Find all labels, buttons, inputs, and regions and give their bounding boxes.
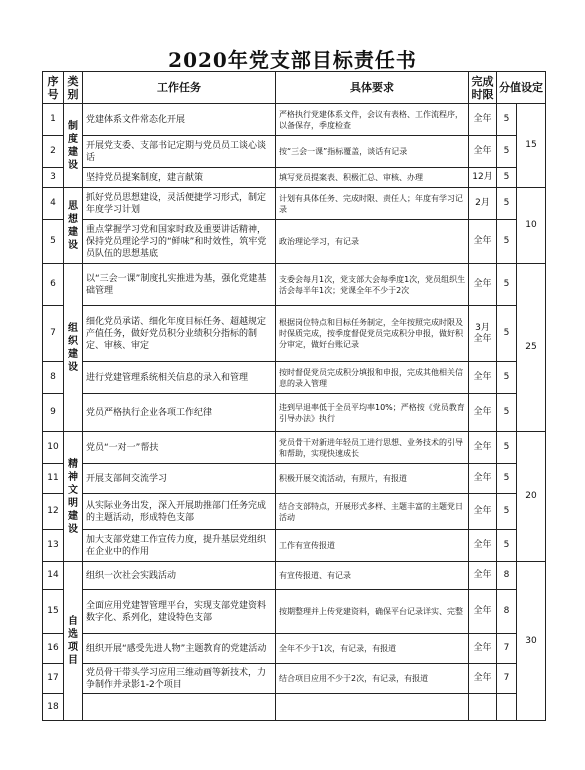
requirement-cell: 结合支部特点，开展形式多样、主题丰富的主题党日活动 <box>276 494 469 530</box>
requirement-cell: 按“三会一课”指标覆盖，谈话有记录 <box>276 136 469 168</box>
task-cell: 开展党支委、支部书记定期与党员员工谈心谈话 <box>83 136 276 168</box>
deadline-cell: 3月 全年 <box>469 306 497 362</box>
table-row <box>43 188 546 220</box>
category-cell: 制度建设 <box>64 104 83 188</box>
row-number: 16 <box>43 634 64 664</box>
category-total-cell: 15 <box>517 104 546 188</box>
deadline-cell: 全年 <box>469 530 497 562</box>
row-number: 15 <box>43 590 64 634</box>
table-row <box>43 432 546 464</box>
responsibility-table <box>42 71 546 721</box>
requirement-cell: 党员骨干对新进年轻员工进行思想、业务技术的引导和帮助，实现快速成长 <box>276 432 469 464</box>
table-row <box>43 220 546 264</box>
table-row <box>43 634 546 664</box>
deadline-cell <box>469 694 497 721</box>
header-score: 分值设定 <box>497 72 546 104</box>
score-cell: 5 <box>497 168 517 188</box>
table-row <box>43 362 546 394</box>
task-cell: 坚持党员提案制度，建言献策 <box>83 168 276 188</box>
requirement-cell: 违到早退率低于全员平均率10%；严格按《党员教育引导办法》执行 <box>276 394 469 432</box>
task-cell: 重点掌握学习党和国家时政及重要讲话精神，保持党员理论学习的“鲜味”和时效性，筑牢党员队伍的思想基底 <box>83 220 276 264</box>
category-cell: 组织建设 <box>64 264 83 432</box>
task-cell: 党员严格执行企业各项工作纪律 <box>83 394 276 432</box>
requirement-cell: 按时督促党员完成积分填报和申报，完成其他相关信息的录入管理 <box>276 362 469 394</box>
row-number: 1 <box>43 104 64 136</box>
task-cell: 加大支部党建工作宣传力度，提升基层党组织在企业中的作用 <box>83 530 276 562</box>
score-cell: 5 <box>497 188 517 220</box>
table-row <box>43 306 546 362</box>
deadline-cell: 全年 <box>469 664 497 694</box>
score-cell <box>497 694 517 721</box>
task-cell: 党员“一对一”帮扶 <box>83 432 276 464</box>
deadline-cell: 12月 <box>469 168 497 188</box>
requirement-cell: 根据岗位特点和目标任务制定，全年按照完成时限及时保质完成，按季度督促党员完成积分申报，做好积分审定，做好台账记录 <box>276 306 469 362</box>
table-row <box>43 136 546 168</box>
row-number: 8 <box>43 362 64 394</box>
table-row <box>43 264 546 306</box>
requirement-cell: 积极开展交流活动，有照片，有报道 <box>276 464 469 494</box>
deadline-cell: 全年 <box>469 264 497 306</box>
score-cell: 5 <box>497 136 517 168</box>
document-title: 2020年党支部目标责任书 <box>168 48 417 72</box>
header-task: 工作任务 <box>83 72 276 104</box>
task-cell: 抓好党员思想建设，灵活便捷学习形式，制定年度学习计划 <box>83 188 276 220</box>
header-requirement: 具体要求 <box>276 72 469 104</box>
deadline-cell: 全年 <box>469 494 497 530</box>
header-deadline: 完成时限 <box>469 72 497 104</box>
score-cell: 5 <box>497 432 517 464</box>
score-cell: 5 <box>497 362 517 394</box>
requirement-cell: 严格执行党建体系文件，会议有表格、工作流程序，以备保存，季度检查 <box>276 104 469 136</box>
deadline-cell: 全年 <box>469 136 497 168</box>
category-cell: 精神文明建设 <box>64 432 83 562</box>
deadline-cell: 全年 <box>469 362 497 394</box>
task-cell: 开展支部间交流学习 <box>83 464 276 494</box>
row-number: 7 <box>43 306 64 362</box>
row-number: 18 <box>43 694 64 721</box>
score-cell: 5 <box>497 220 517 264</box>
category-total-cell: 10 <box>517 188 546 264</box>
row-number: 11 <box>43 464 64 494</box>
score-cell: 8 <box>497 590 517 634</box>
score-cell: 5 <box>497 104 517 136</box>
score-cell: 5 <box>497 394 517 432</box>
table-row <box>43 168 546 188</box>
category-cell: 思想建设 <box>64 188 83 264</box>
row-number: 5 <box>43 220 64 264</box>
deadline-cell: 全年 <box>469 562 497 590</box>
requirement-cell: 政治理论学习，有记录 <box>276 220 469 264</box>
deadline-cell: 全年 <box>469 432 497 464</box>
category-cell: 自选项目 <box>64 562 83 721</box>
header-category: 类别 <box>64 72 83 104</box>
deadline-cell: 2月 <box>469 188 497 220</box>
score-cell: 5 <box>497 494 517 530</box>
task-cell: 全面应用党建智管理平台，实现支部党建资料数字化、系列化，建设特色支部 <box>83 590 276 634</box>
row-number: 6 <box>43 264 64 306</box>
row-number: 10 <box>43 432 64 464</box>
score-cell: 5 <box>497 464 517 494</box>
table-row <box>43 394 546 432</box>
row-number: 13 <box>43 530 64 562</box>
requirement-cell: 有宣传报道、有记录 <box>276 562 469 590</box>
task-cell: 进行党建管理系统相关信息的录入和管理 <box>83 362 276 394</box>
category-total-cell: 30 <box>517 562 546 721</box>
task-cell: 以“三会一课”制度扎实推进为基，强化党建基础管理 <box>83 264 276 306</box>
header-seq: 序号 <box>43 72 64 104</box>
score-cell: 7 <box>497 634 517 664</box>
requirement-cell: 按期整理并上传党建资料，确保平台记录详实、完整 <box>276 590 469 634</box>
score-cell: 5 <box>497 530 517 562</box>
deadline-cell: 全年 <box>469 104 497 136</box>
score-cell: 7 <box>497 664 517 694</box>
task-cell: 从实际业务出发，深入开展助推部门任务完成的主题活动，形成特色支部 <box>83 494 276 530</box>
row-number: 3 <box>43 168 64 188</box>
deadline-cell: 全年 <box>469 590 497 634</box>
requirement-cell: 填写党员提案表、积极汇总、审核、办理 <box>276 168 469 188</box>
task-cell: 组织开展“感受先进人物”主题教育的党建活动 <box>83 634 276 664</box>
score-cell: 5 <box>497 306 517 362</box>
table-row <box>43 530 546 562</box>
table-row <box>43 464 546 494</box>
task-cell: 党建体系文件常态化开展 <box>83 104 276 136</box>
requirement-cell: 工作有宣传报道 <box>276 530 469 562</box>
table-row <box>43 494 546 530</box>
deadline-cell: 全年 <box>469 394 497 432</box>
deadline-cell: 全年 <box>469 634 497 664</box>
row-number: 2 <box>43 136 64 168</box>
requirement-cell: 结合项目应用不少于2次，有记录，有报道 <box>276 664 469 694</box>
deadline-cell: 全年 <box>469 464 497 494</box>
requirement-cell: 支委会每月1次，党支部大会每季度1次，党员组织生活会每半年1次；党课全年不少于2次 <box>276 264 469 306</box>
row-number: 12 <box>43 494 64 530</box>
table-row <box>43 562 546 590</box>
task-cell: 细化党员承诺、细化年度目标任务、超越规定产值任务，做好党员积分业绩积分指标的制定、审核、审定 <box>83 306 276 362</box>
category-total-cell: 20 <box>517 432 546 562</box>
score-cell: 8 <box>497 562 517 590</box>
table-row <box>43 664 546 694</box>
row-number: 4 <box>43 188 64 220</box>
deadline-cell: 全年 <box>469 220 497 264</box>
task-cell: 党员骨干带头学习应用三维动画等新技术，力争制作并录影1-2个项目 <box>83 664 276 694</box>
category-total-cell: 25 <box>517 264 546 432</box>
row-number: 17 <box>43 664 64 694</box>
row-number: 14 <box>43 562 64 590</box>
requirement-cell: 全年不少于1次，有记录，有报道 <box>276 634 469 664</box>
row-number: 9 <box>43 394 64 432</box>
score-cell: 5 <box>497 264 517 306</box>
table-row <box>43 104 546 136</box>
task-cell <box>83 694 276 721</box>
header-row <box>43 72 546 104</box>
requirement-cell: 计划有具体任务、完成时限、责任人；年度有学习记录 <box>276 188 469 220</box>
table-row <box>43 590 546 634</box>
table-row <box>43 694 546 721</box>
task-cell: 组织一次社会实践活动 <box>83 562 276 590</box>
requirement-cell <box>276 694 469 721</box>
